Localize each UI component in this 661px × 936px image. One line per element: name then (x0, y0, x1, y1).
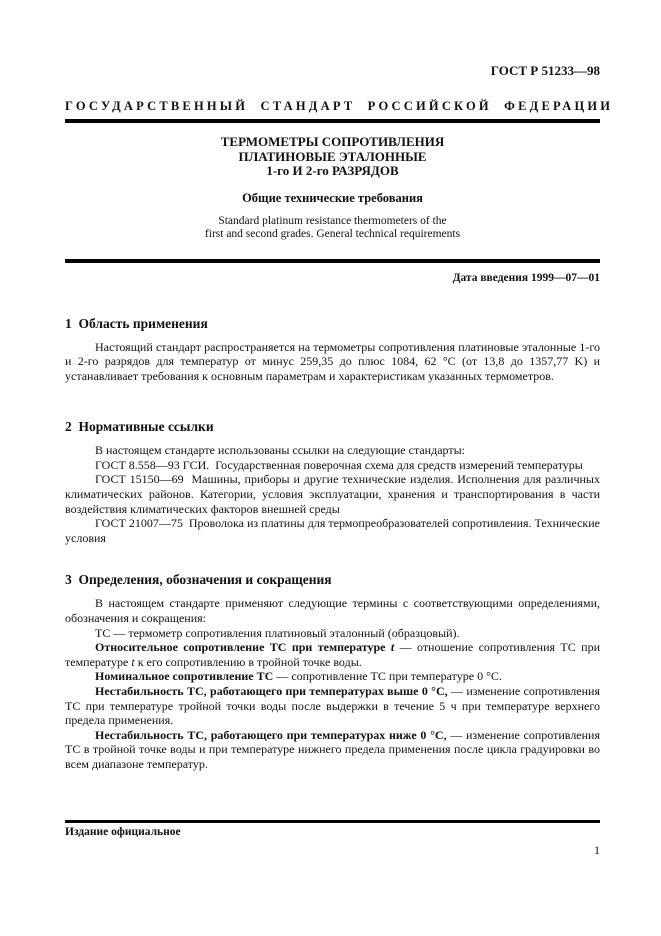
title-line-1: ТЕРМОМЕТРЫ СОПРОТИВЛЕНИЯ (220, 134, 445, 149)
title-line-2: ПЛАТИНОВЫЕ ЭТАЛОННЫЕ (238, 148, 427, 164)
reference-gost-8558: ГОСТ 8.558—93 ГСИ. Государственная поверочная схема для средств измерений температуры (95, 457, 583, 472)
introduction-date: Дата введения 1999—07—01 (452, 271, 600, 284)
section-2-body (65, 443, 600, 545)
section-1-body (65, 340, 600, 384)
english-title-line-2: first and second grades. General technical requirements (204, 228, 461, 240)
section-1-heading: 1 Область применения (65, 315, 208, 331)
doc-number: ГОСТ Р 51233—98 (490, 63, 600, 78)
definition-nominal-resistance: Номинальное сопротивление ТС — сопротивление ТС при температуре 0 °С. (95, 669, 502, 684)
definition-instability-below-zero: Нестабильность ТС, работающего при температурах ниже 0 °С, — изменение сопротивления ТС в тройной точке воды и при температуре нижнего предела применения после цикла градуировки во всем диапазоне температур. (65, 727, 600, 771)
term-relative-resistance: Относительное сопротивление ТС при температуре t (95, 640, 395, 655)
english-title-line-1: Standard platinum resistance thermometers of the (218, 214, 447, 227)
federation-banner: ГОСУДАРСТВЕННЫЙ СТАНДАРТ РОССИЙСКОЙ ФЕДЕРАЦИИ (65, 99, 614, 113)
definition-relative-resistance: Относительное сопротивление ТС при температуре t — отношение сопротивления ТС при температуре t к его сопротивлению в тройной точке воды. (65, 640, 600, 669)
symbol-t: t (131, 654, 135, 669)
section-2-intro: В настоящем стандарте использованы ссылки на следующие стандарты: (95, 443, 466, 458)
official-edition-label: Издание официальное (65, 826, 181, 838)
term-instability-above-zero: Нестабильность ТС, работающего при температурах выше 0 °С, (95, 684, 448, 698)
document-title (65, 135, 600, 179)
section-2-heading: 2 Нормативные ссылки (65, 419, 214, 435)
symbol-t: t (390, 640, 395, 655)
title-line-3: 1-го И 2-го РАЗРЯДОВ (266, 163, 399, 178)
reference-gost-21007: ГОСТ 21007—75 Проволока из платины для термопреобразователей сопротивления. Технические условия (65, 516, 600, 545)
footer (65, 820, 600, 839)
definition-instability-above-zero: Нестабильность ТС, работающего при температурах выше 0 °С, — изменение сопротивления ТС при температуре тройной точки воды после выдержки в течение 5 ч при температуре верхнего предела применения. (65, 684, 600, 728)
term-instability-below-zero: Нестабильность ТС, работающего при температурах ниже 0 °С, (95, 727, 447, 742)
section-3-body (65, 596, 600, 771)
document-subtitle: Общие технические требования (242, 190, 423, 205)
date-rule (65, 259, 600, 263)
footer-rule (65, 820, 600, 823)
term-nominal-resistance: Номинальное сопротивление ТС (95, 669, 274, 684)
definition-ts: ТС — термометр сопротивления платиновый эталонный (образцовый). (95, 625, 460, 640)
header-rule (65, 119, 600, 123)
section-3-intro: В настоящем стандарте применяют следующие термины с соответствующими определениями, обозначения и сокращения: (65, 596, 600, 626)
reference-gost-15150: ГОСТ 15150—69 Машины, приборы и другие технические изделия. Исполнения для различных климатических районов. Категории, условия эксплуатации, хранения и транспортирования в части воздействия климатических факторов внешней среды (65, 472, 600, 516)
section-3-heading: 3 Определения, обозначения и сокращения (65, 572, 332, 588)
english-title (65, 215, 600, 242)
page-number: 1 (594, 843, 600, 857)
section-1-paragraph: Настоящий стандарт распространяется на термометры сопротивления платиновые эталонные 1-го и 2-го разрядов для температур от минус 259,35 до плюс 1084, 62 °С (от 13,8 до 1357,77 K) и устанавливает требования к основным параметрам и характеристикам указанных термометров. (65, 339, 600, 383)
